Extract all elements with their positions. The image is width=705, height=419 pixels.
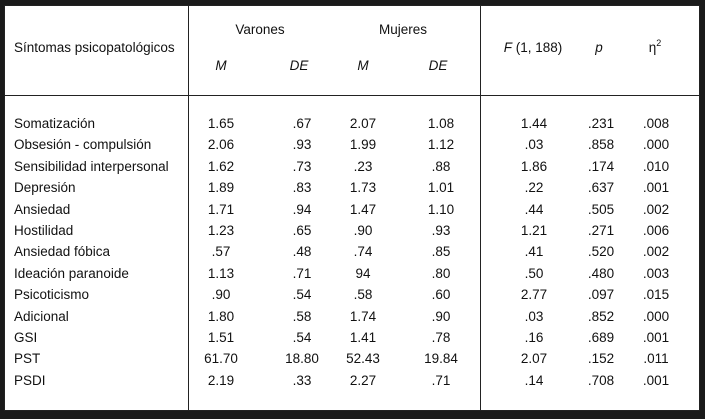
header-eta-sup: 2 [656, 37, 662, 48]
cell-f: .16 [524, 330, 544, 345]
cell-p: .505 [587, 202, 615, 217]
cell-f: 2.77 [520, 287, 548, 302]
cell-eta: .015 [642, 287, 670, 302]
cell-eta: .002 [642, 244, 670, 259]
cell-de-varones: .58 [292, 309, 312, 324]
cell-p: .480 [587, 266, 615, 281]
cell-de-varones: .73 [292, 159, 312, 174]
cell-de-varones: .67 [292, 116, 312, 131]
cell-m-mujeres: .90 [353, 223, 373, 238]
cell-eta: .000 [642, 309, 670, 324]
cell-f: 1.21 [520, 223, 548, 238]
cell-m-mujeres: 2.27 [349, 373, 377, 388]
cell-m-varones: 2.06 [207, 137, 235, 152]
cell-eta: .006 [642, 223, 670, 238]
cell-eta: .000 [642, 137, 670, 152]
row-label: PSDI [14, 373, 46, 388]
header-eta [648, 37, 662, 56]
cell-f: 1.44 [520, 116, 548, 131]
cell-m-varones: 2.19 [207, 373, 235, 388]
column-divider [480, 6, 481, 411]
cell-m-mujeres: .58 [353, 287, 373, 302]
cell-eta: .010 [642, 159, 670, 174]
cell-eta: .011 [643, 351, 669, 366]
cell-m-mujeres: 1.74 [349, 309, 377, 324]
cell-f: .41 [524, 244, 544, 259]
cell-f: 1.86 [520, 159, 548, 174]
header-p: p [595, 40, 603, 55]
header-de-varones: DE [289, 58, 309, 73]
cell-m-varones: 1.71 [207, 202, 235, 217]
cell-de-mujeres: .93 [431, 223, 451, 238]
cell-p: .231 [587, 116, 615, 131]
cell-eta: .001 [642, 373, 670, 388]
header-m-varones: M [215, 58, 227, 73]
cell-de-varones: .83 [292, 180, 312, 195]
cell-m-varones: 1.23 [207, 223, 235, 238]
header-de-mujeres: DE [428, 58, 448, 73]
cell-m-varones: 1.62 [207, 159, 235, 174]
cell-m-varones: 1.51 [207, 330, 235, 345]
cell-de-varones: .54 [292, 287, 312, 302]
cell-de-mujeres: .78 [431, 330, 451, 345]
cell-m-mujeres: 2.07 [349, 116, 377, 131]
row-label: Ansiedad [14, 202, 71, 217]
cell-m-mujeres: 94 [355, 266, 371, 281]
cell-de-mujeres: .85 [431, 244, 451, 259]
cell-f: .44 [524, 202, 544, 217]
header-f-df: (1, 188) [511, 40, 563, 55]
cell-p: .689 [587, 330, 615, 345]
cell-p: .152 [587, 351, 615, 366]
cell-de-mujeres: 1.08 [427, 116, 455, 131]
row-label: Psicoticismo [14, 287, 90, 302]
cell-eta: .001 [642, 180, 670, 195]
cell-f: .03 [524, 137, 544, 152]
header-f [504, 40, 563, 56]
cell-de-mujeres: .60 [431, 287, 451, 302]
cell-de-mujeres: 1.01 [427, 180, 455, 195]
cell-p: .097 [587, 287, 615, 302]
cell-f: .50 [524, 266, 544, 281]
row-label: Hostilidad [14, 223, 74, 238]
cell-p: .174 [587, 159, 615, 174]
cell-m-varones: .57 [211, 244, 231, 259]
header-eta-symbol: η [648, 40, 657, 55]
cell-m-varones: 1.65 [207, 116, 235, 131]
cell-de-varones: .54 [292, 330, 312, 345]
cell-m-varones: .90 [211, 287, 231, 302]
cell-de-varones: .65 [292, 223, 312, 238]
cell-f: .22 [524, 180, 544, 195]
row-label: Ansiedad fóbica [14, 244, 111, 259]
row-label: Depresión [14, 180, 76, 195]
cell-p: .708 [587, 373, 615, 388]
cell-m-varones: 1.80 [207, 309, 235, 324]
cell-f: .14 [524, 373, 544, 388]
cell-de-varones: .48 [292, 244, 312, 259]
cell-m-mujeres: 1.73 [349, 180, 377, 195]
cell-de-mujeres: .88 [431, 159, 451, 174]
cell-de-mujeres: .80 [431, 266, 451, 281]
cell-de-mujeres: 19.84 [424, 351, 458, 366]
cell-p: .637 [587, 180, 615, 195]
results-table [4, 5, 700, 411]
cell-m-mujeres: 1.99 [349, 137, 377, 152]
row-label: Sensibilidad interpersonal [14, 159, 169, 174]
row-label: PST [14, 351, 41, 366]
row-label: Adicional [14, 309, 69, 324]
cell-m-mujeres: .74 [353, 244, 373, 259]
cell-de-varones: .94 [292, 202, 312, 217]
header-divider [5, 95, 699, 96]
cell-de-mujeres: 1.12 [427, 137, 455, 152]
cell-eta: .008 [642, 116, 670, 131]
column-divider [188, 6, 189, 411]
row-label: GSI [14, 330, 38, 345]
cell-m-mujeres: 1.41 [349, 330, 377, 345]
row-label: Ideación paranoide [14, 266, 129, 281]
cell-m-varones: 1.13 [207, 266, 235, 281]
cell-eta: .001 [642, 330, 670, 345]
cell-p: .520 [587, 244, 615, 259]
cell-m-varones: 1.89 [207, 180, 235, 195]
cell-p: .852 [587, 309, 615, 324]
cell-eta: .002 [642, 202, 670, 217]
cell-de-varones: .93 [292, 137, 312, 152]
header-m-mujeres: M [357, 58, 369, 73]
cell-m-mujeres: .23 [353, 159, 373, 174]
cell-de-mujeres: .90 [431, 309, 451, 324]
header-varones: Varones [235, 22, 285, 37]
cell-m-mujeres: 52.43 [346, 351, 380, 366]
cell-de-varones: 18.80 [285, 351, 319, 366]
row-label: Somatización [14, 116, 96, 131]
cell-eta: .003 [642, 266, 670, 281]
row-label: Obsesión - compulsión [14, 137, 152, 152]
cell-de-mujeres: 1.10 [427, 202, 455, 217]
cell-f: .03 [524, 309, 544, 324]
cell-m-mujeres: 1.47 [349, 202, 377, 217]
cell-p: .858 [587, 137, 615, 152]
header-f-letter: F [503, 40, 512, 55]
header-symptoms: Síntomas psicopatológicos [14, 40, 175, 55]
cell-de-mujeres: .71 [431, 373, 451, 388]
cell-m-varones: 61.70 [204, 351, 238, 366]
cell-de-varones: .71 [292, 266, 312, 281]
cell-f: 2.07 [520, 351, 548, 366]
header-mujeres: Mujeres [378, 22, 428, 37]
cell-p: .271 [587, 223, 615, 238]
cell-de-varones: .33 [292, 373, 312, 388]
